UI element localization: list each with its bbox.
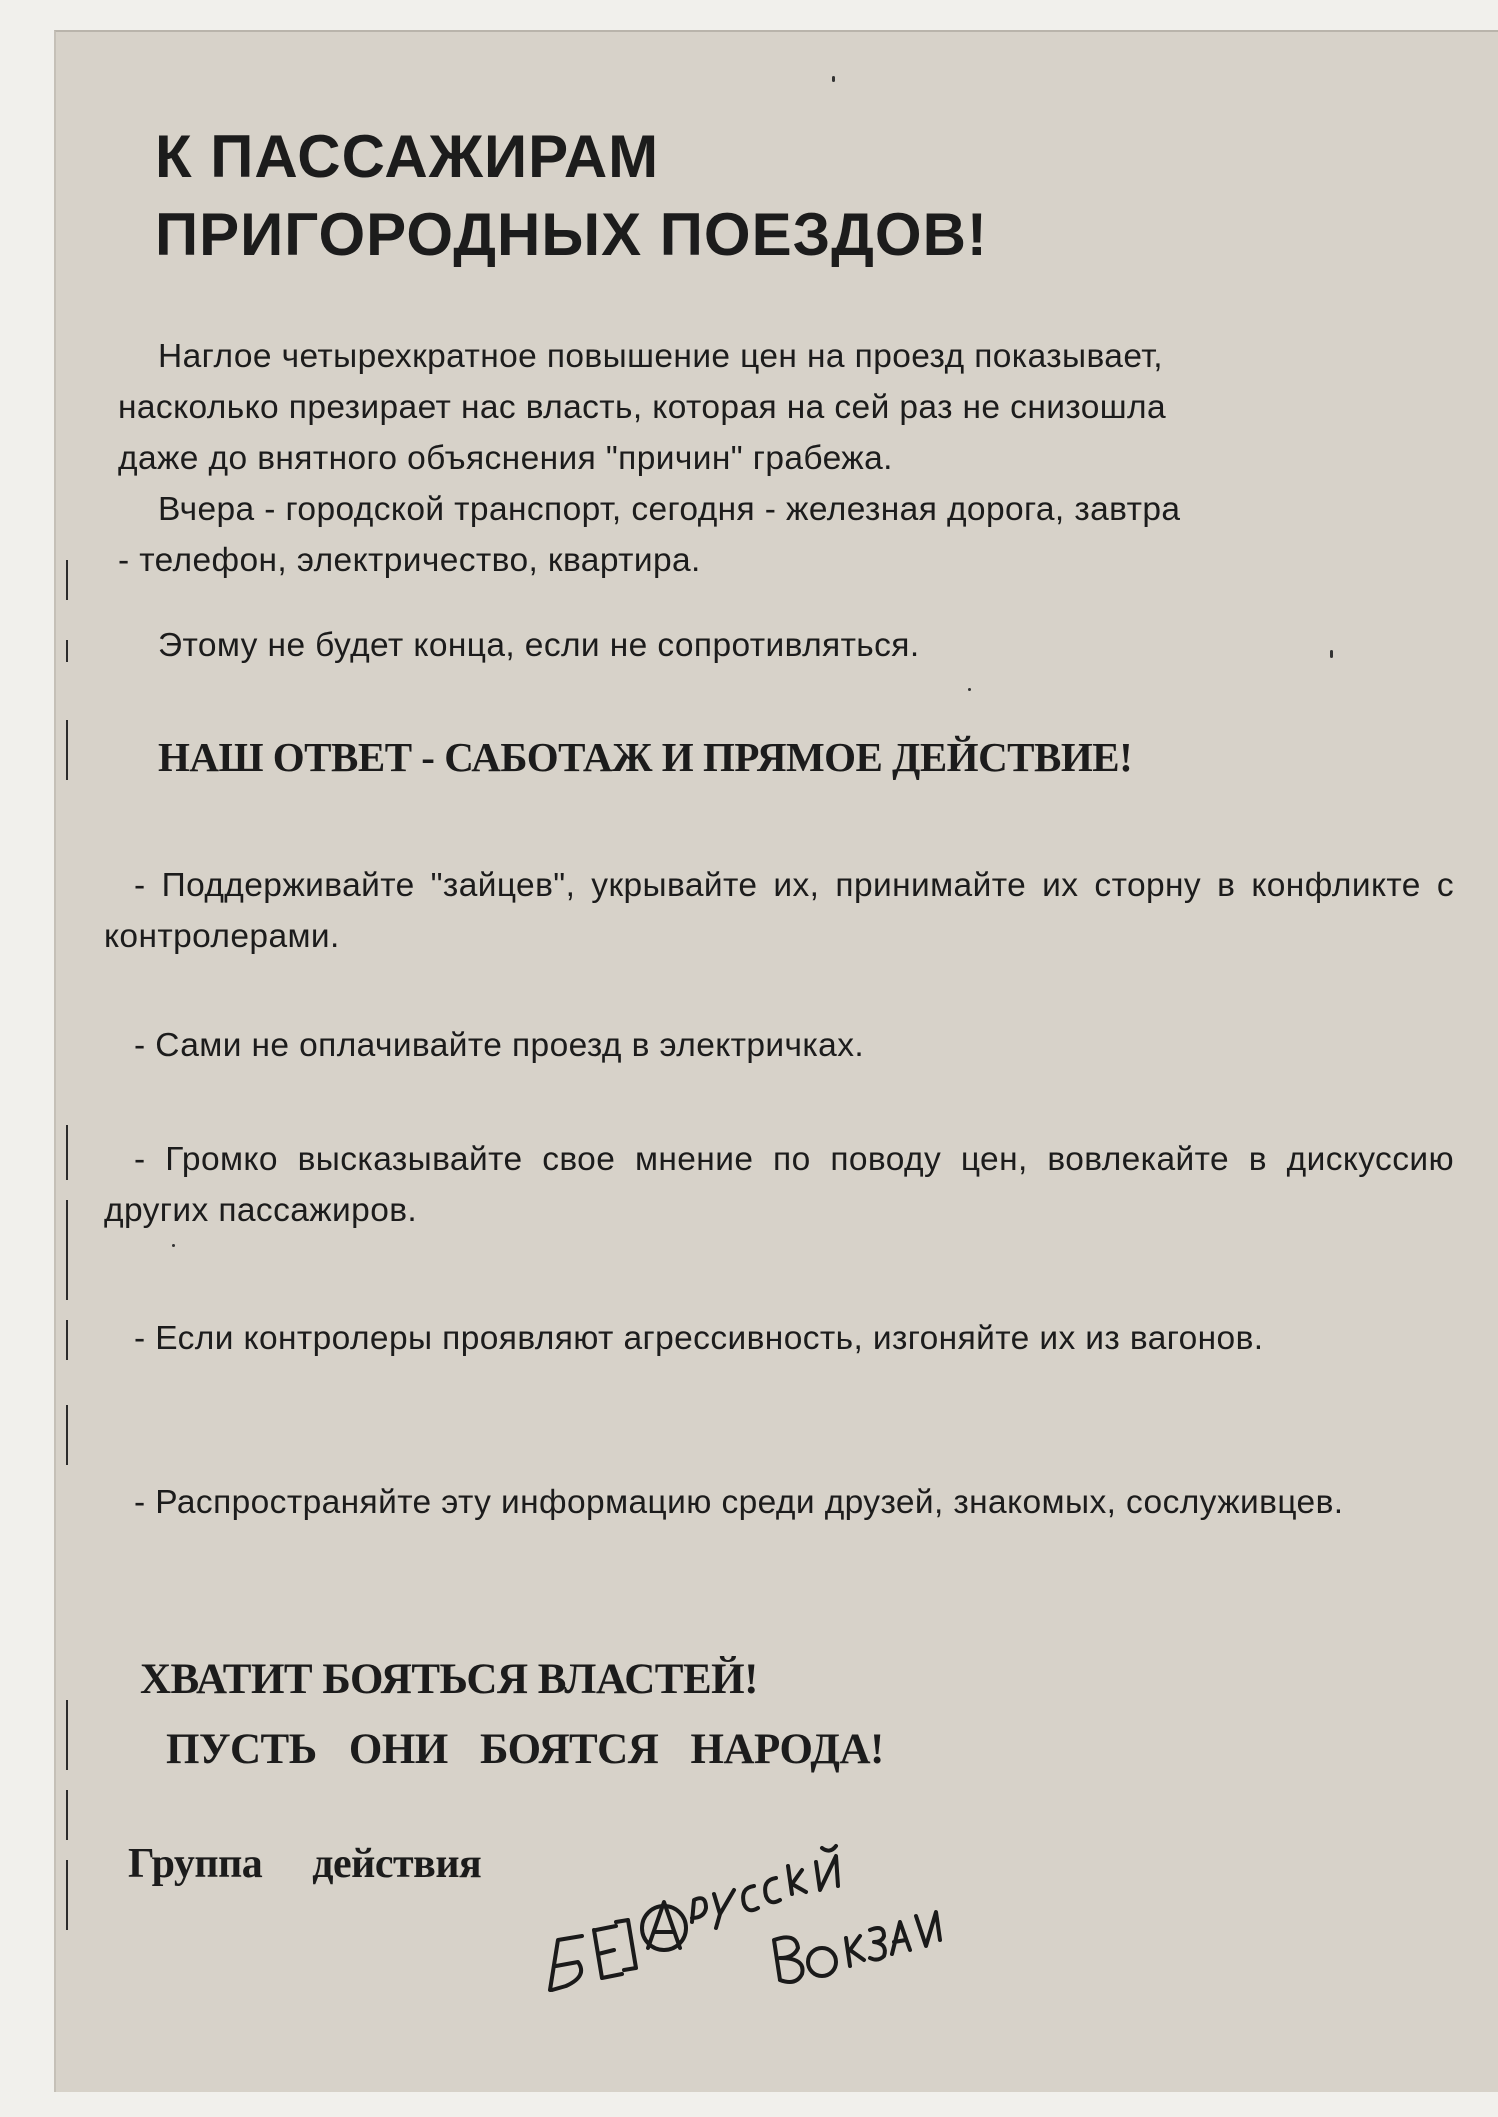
list-item: - Поддерживайте "зайцев", укрывайте их, принимайте их сторну в конфликте с контролерами. [104,867,1454,955]
closing-line-2: ПУСТЬ ОНИ БОЯТСЯ НАРОДА! [166,1726,884,1773]
paper-speck [172,1244,175,1247]
list-item: - Сами не оплачивайте проезд в электричках. [134,1027,865,1064]
title-line-2: ПРИГОРОДНЫХ ПОЕЗДОВ! [155,201,988,268]
punched-edge-marks [0,0,120,2117]
signature: Группа действия [128,1841,482,1887]
intro-p2-line-2: - телефон, электричество, квартира. [118,542,701,579]
page-title [155,118,1355,274]
intro-p2-line-1: Вчера - городской транспорт, сегодня - железная дорога, завтра [158,491,1181,528]
title-line-1: К ПАССАЖИРАМ [155,123,660,190]
intro-paragraph-1 [118,331,1454,586]
list-item: - Распространяйте эту информацию среди друзей, знакомых, сослуживцев. [134,1484,1344,1521]
list-item: - Если контролеры проявляют агрессивность, изгоняйте их из вагонов. [134,1320,1264,1357]
intro-p1-line-1: Наглое четырехкратное повышение цен на проезд показывает, [158,338,1163,375]
intro-p1-line-2: насколько презирает нас власть, которая на сей раз не снизошла [118,389,1167,426]
closing-line-1: ХВАТИТ БОЯТЬСЯ ВЛАСТЕЙ! [140,1656,758,1703]
list-item: - Громко высказывайте свое мнение по поводу цен, вовлекайте в дискуссию других пассажиров. [104,1141,1454,1229]
handwritten-station-stamp [540,1790,960,2020]
paper-speck [1330,650,1333,658]
intro-p1-line-3: даже до внятного объяснения "причин" грабежа. [118,440,893,477]
paper-speck [832,76,835,82]
paper-speck [968,688,971,691]
intro-paragraph-3: Этому не будет конца, если не сопротивляться. [158,627,920,664]
slogan-heading: НАШ ОТВЕТ - САБОТАЖ И ПРЯМОЕ ДЕЙСТВИЕ! [158,734,1133,780]
